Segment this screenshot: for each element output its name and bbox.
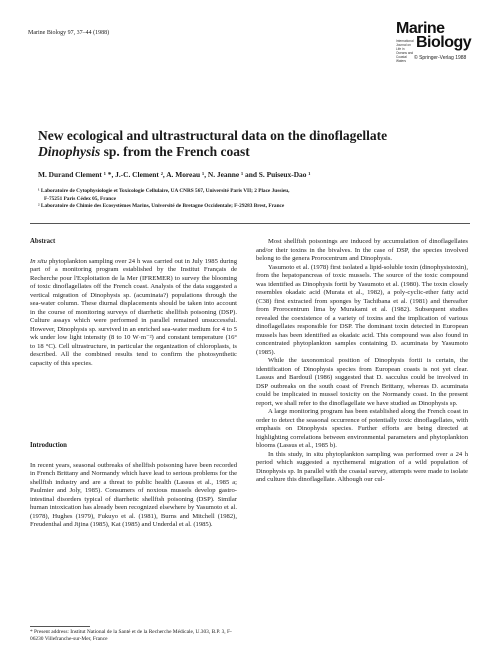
body-paragraph-4: A large monitoring program has been established along the French coast in order to detect the seasonal occurrence of potentially toxic dinoflagellates, with emphasis on Dinophysis species. Further efforts are being directed at highlighting correlations between environmental parameters and phytoplankton blooms (Lassus et al., 1985 b). (256, 408, 468, 449)
author-list: M. Durand Clement ¹ *, J.-C. Clement ², A. Moreau ¹, N. Jeanne ¹ and S. Puiseux-Dao ¹ (38, 170, 311, 179)
left-column (30, 238, 237, 530)
copyright-notice: © Springer-Verlag 1988 (414, 55, 467, 61)
footnote: * Present address: Institut National de la Santé et de la Recherche Médicale, U.303, B.P. 3, F-06230 Villefranche-sur-Mer, France (30, 629, 232, 642)
introduction-text: In recent years, seasonal outbreaks of shellfish poisoning have been recorded in French Brittany and Normandy which have lead to serious problems for the shellfish industry and are a threat to public health (Lassus et al., 1985 a; Paulmier and Joly, 1985). Consumers of noxious mussels develop gastro-intestinal disorders typical of diarrhetic shellfish poisoning (DSP). Similar human intoxication has already been recognized elsewhere by Yasumoto et al. (1978), Hughes (1979), Fukuyo et al. (1981), Burns and Mitchell (1982), Freudenthal and Jijina (1985), Kat (1985) and Underdal et al. (1985). (30, 461, 237, 528)
journal-logo (396, 20, 472, 63)
footnote-divider (30, 626, 90, 627)
article-title (38, 128, 458, 160)
affiliation-1-cont: F-75251 Paris Cédex 05, France (44, 195, 116, 202)
logo-word-biology: Biology (416, 34, 472, 51)
title-line-2-rest: sp. from the French coast (100, 144, 250, 159)
column-gap (30, 368, 237, 442)
abstract-lead: In situ (30, 257, 47, 265)
abstract-text (30, 258, 237, 369)
header-divider (30, 223, 470, 224)
right-column (256, 238, 468, 485)
body-paragraph-3: While the taxonomical position of Dinophysis fortii is certain, the identification of Dinophysis species from European coasts is not yet clear. Lassus and Bardouil (1986) suggested that D. sacculus could be involved in DSP outbreaks on the south coast of French Brittany, whereas D. acuminata could be implicated in mussel toxicity on the Normandy coast. In the present report, we shall refer to the dinoflagellate we have studied as Dinophysis sp. (256, 357, 468, 407)
body-paragraph-1: Most shellfish poisonings are induced by accumulation of dinoflagellates and/or their toxins in the bivalves. In the case of DSP, the species involved belong to the genera Prorocentrum and Dinophysis. (256, 238, 468, 262)
title-line-1: New ecological and ultrastructural data on the dinoflagellate (38, 128, 388, 143)
affiliation-2: ² Laboratoire de Chimie des Ecosystèmes Marins, Université de Bretagne Occidentale; F-29283 Brest, France (38, 203, 285, 209)
introduction-heading: Introduction (30, 442, 67, 449)
logo-word-marine: Marine (396, 20, 445, 37)
abstract-body: phytoplankton sampling over 24 h was carried out in July 1985 during part of a monitoring program established by the Institut Français de Recherche pour l'Exploitation de la Mer (IFREMER) to survey the blooming of toxic dinoflagellates off the French coast. Analysis of the data suggested a vertical migration of Dinophysis sp. (acuminata?) populations through the sea-water column. These diurnal displacements should be taken into account in the course of monitoring surveys of diarrhetic shellfish poisoning (DSP). Culture assays which were performed in parallel remained unsuccessful. However, Dinophysis sp. survived in an enriched sea-water medium for 4 to 5 wk under low light intensity (8 to 10 W·m⁻²) and constant temperature (16° to 18 °C). Cell ultrastructure, in particular the organization of chloroplasts, is described. All the combined results tend to confirm the photosynthetic capacity of this species. (30, 257, 237, 367)
abstract-heading: Abstract (30, 238, 56, 245)
journal-reference: Marine Biology 97, 37–44 (1988) (28, 30, 110, 36)
title-genus: Dinophysis (38, 144, 101, 159)
affiliation-1: ¹ Laboratoire de Cytophysiologie et Toxicologie Cellulaire, UA CNRS 567, Université Paris VII; 2 Place Jussieu, (38, 188, 290, 194)
affiliations (38, 188, 478, 211)
title-line-2 (38, 144, 458, 160)
body-paragraph-5: In this study, in situ phytoplankton sampling was performed over a 24 h period which suggested a nycthemeral migration of a wild population of Dinophysis sp. In parallel with the coastal survey, attempts were made to isolate and culture this dinoflagellate. Although our cul- (256, 450, 468, 483)
body-paragraph-2: Yasumoto et al. (1978) first isolated a lipid-soluble toxin (dinophysistoxin), from the hepatopancreas of toxic mussels. The source of the toxic compound was identified as Dinophysis fortii by Yasumoto et al. (1980). The toxin closely resembles okadaic acid (Murata et al., 1982), a poly-cyclic-ether fatty acid (C38) first extracted from sponges by Tachibana et al. (1981) and thereafter from Prorocentrum lima by Murakami et al. (1982). Subsequent studies revealed the coexistence of a variety of toxins and the implication of various dinoflagellates responsible for DSP. The dominant toxin detected in European mussels has been identified as okadaic acid. This compound was also found in concentrated phytoplankton samples containing D. acuminata by Yasumoto (1985). (256, 263, 468, 356)
logo-tagline: International Journal on Life in Oceans and Coastal Waters (396, 39, 414, 63)
